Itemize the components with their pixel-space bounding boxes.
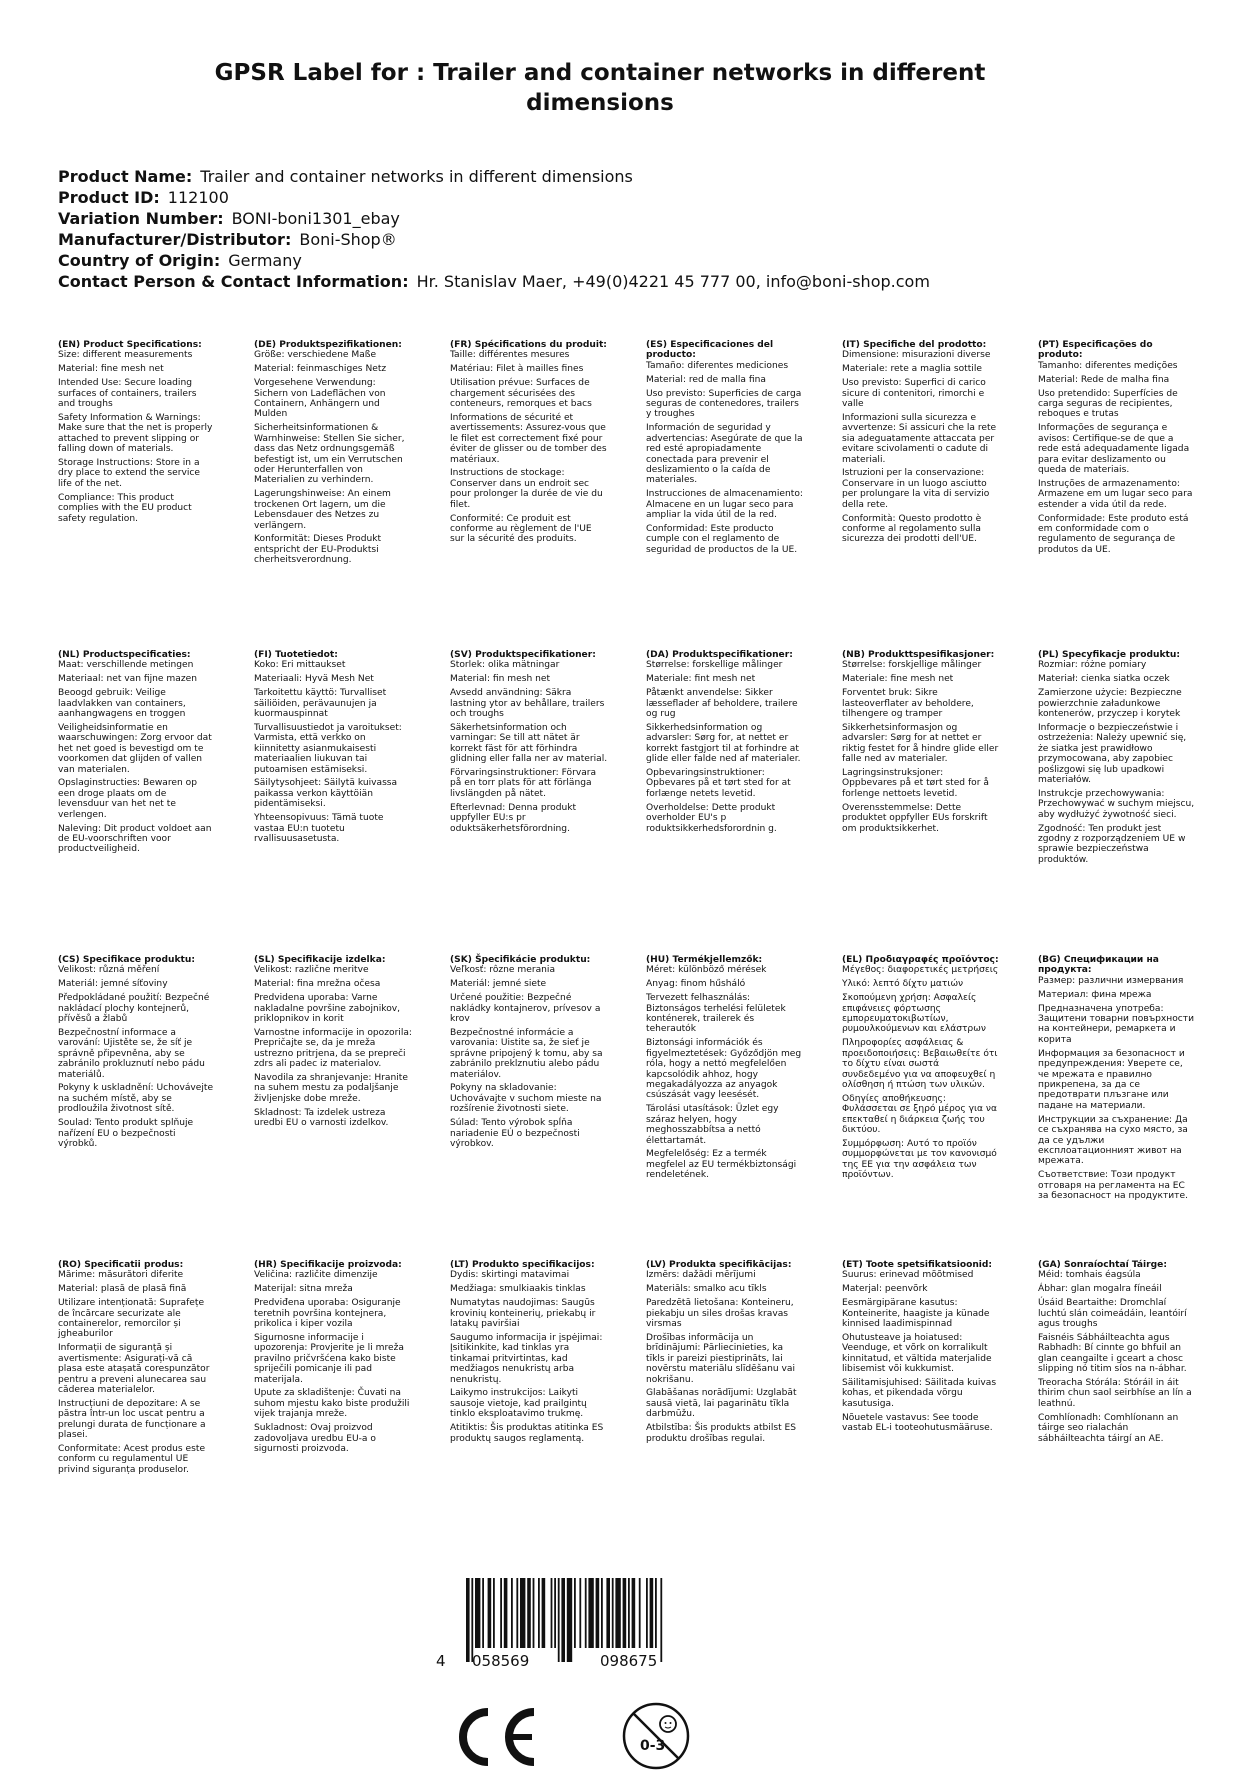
spec-line: Anyag: finom hűsháló: [646, 979, 746, 990]
spec-line: Informations de sécurité et avertissements: Assurez-vous que le filet est correctement fixé pour éviter de glisser ou de tomber des matériaux.: [450, 412, 607, 465]
spec-line: Yhteensopivuus: Tämä tuote vastaa EU:n tuotetu rvallisuusasetusta.: [254, 813, 384, 844]
barcode-bar: [511, 1578, 513, 1648]
spec-line: Veiligheidsinformatie en waarschuwingen: Zorg ervoor dat het net goed is bevestigd om te voorkomen dat glijden of vallen van materialen.: [58, 722, 212, 775]
spec-line: Μέγεθος: διαφορετικές μετρήσεις: [842, 965, 999, 976]
spec-line: Påtænkt anvendelse: Sikker læsseflader af beholdere, trailere og rug: [646, 688, 798, 720]
spec-block: [646, 650, 804, 838]
spec-block: [450, 1260, 608, 1448]
spec-line: Tarkoitettu käyttö: Turvalliset säiliöiden, perävaunujen ja kuormauspinnat: [254, 688, 387, 720]
spec-line: Informacje o bezpieczeństwie i ostrzeżenia: Należy upewnić się, że siatka jest prawidłowo przymocowana, aby zapobiec poślizgowi się lub upadkowi materiałów.: [1038, 722, 1187, 785]
spec-line: Comhlíonadh: Comhlíonann an táirge seo rialachán sábháilteachta táirgí an AE.: [1038, 1412, 1179, 1444]
spec-line: Pokyny na skladovanie: Uchovávajte v suchom mieste na rozšírenie životnosti siete.: [450, 1083, 602, 1115]
spec-line: Material: plasă de plasă fină: [58, 1284, 187, 1295]
product-id-row: [58, 187, 1198, 208]
spec-block: [58, 955, 216, 1153]
spec-line: Forventet bruk: Sikre lasteoverflater av beholdere, tilhengere og tramper: [842, 688, 974, 720]
spec-block: [646, 1260, 804, 1448]
barcode-bar: [632, 1578, 636, 1648]
spec-line: Material: fine mesh net: [58, 364, 164, 375]
spec-line: Instruções de armazenamento: Armazene em um lugar seco para estender a vida útil da rede.: [1038, 478, 1193, 510]
spec-heading: (FR) Spécifications du produit:: [450, 340, 607, 350]
spec-line: Předpokládané použití: Bezpečné nakládací plochy kontejnerů, přívěsů a žlabů: [58, 993, 210, 1025]
barcode-bar: [628, 1578, 630, 1648]
info-value: Trailer and container networks in different dimensions: [200, 167, 633, 186]
info-label: Contact Person & Contact Information:: [58, 272, 409, 291]
spec-line: Material: Rede de malha fina: [1038, 374, 1170, 385]
spec-line: Paredzētā lietošana: Konteineru, piekabju un siles drošas kravas virsmas: [646, 1298, 794, 1330]
spec-line: Säilytysohjeet: Säilytä kuivassa paikassa verkon käyttöiän pidentämiseksi.: [254, 778, 398, 810]
spec-heading: (SL) Specifikacije izdelka:: [254, 955, 386, 965]
product-info: [58, 166, 1198, 292]
spec-heading: (SK) Špecifikácie produktu:: [450, 955, 591, 965]
spec-block: [254, 1260, 412, 1458]
barcode-bar: [596, 1578, 600, 1648]
barcode-bar: [655, 1578, 657, 1648]
barcode-digit-lead: 4: [436, 1652, 446, 1670]
spec-line: Tárolási utasítások: Üzlet egy száraz helyen, hogy meghosszabbítsa a nettó élettartamát.: [646, 1104, 779, 1146]
spec-block: [254, 340, 412, 569]
spec-line: Opbevaringsinstruktioner: Opbevares på et tørt sted for at forlænge netets levetid.: [646, 768, 791, 799]
spec-line: Συμμόρφωση: Αυτό το προϊόν συμμορφώνεται με τον κανονισμό της ΕΕ για την ασφάλεια των προϊόντων.: [842, 1139, 997, 1181]
spec-line: Storlek: olika mätningar: [450, 660, 560, 671]
barcode-bar: [606, 1578, 610, 1648]
spec-heading: (EL) Προδιαγραφές προϊόντος:: [842, 955, 999, 965]
spec-line: Lagringsinstruksjoner: Oppbevares på et tørt sted for å forlenge nettoets levetid.: [842, 768, 989, 799]
spec-heading: (EN) Product Specifications:: [58, 340, 202, 350]
spec-line: Naleving: Dit product voldoet aan de EU-voorschriften voor productveiligheid.: [58, 823, 212, 855]
spec-line: Conformité: Ce produit est conforme au règlement de l'UE sur la sécurité des produits.: [450, 513, 592, 545]
spec-line: Materiał: cienka siatka oczek: [1038, 674, 1170, 685]
info-label: Country of Origin:: [58, 251, 221, 270]
spec-line: Konformität: Dieses Produkt entspricht der EU-Produktsi cherheitsverordnung.: [254, 534, 382, 566]
spec-block: [646, 340, 804, 559]
spec-line: Tamanho: diferentes medições: [1038, 360, 1178, 371]
spec-line: Инструкции за съхранение: Да се съхранява на сухо място, за да се удължи експлоатационният живот на мрежата.: [1038, 1114, 1188, 1167]
spec-line: Utilisation prévue: Surfaces de chargement sécurisées des conteneurs, remorques et bacs: [450, 378, 592, 410]
spec-line: Pokyny k uskladnění: Uchovávejte na suchém místě, aby se prodloužila životnost sítě.: [58, 1083, 214, 1115]
info-label: Product Name:: [58, 167, 193, 186]
spec-line: Efterlevnad: Denna produkt uppfyller EU:s pr oduktsäkerhetsförordning.: [450, 802, 577, 834]
spec-line: Koko: Eri mittaukset: [254, 660, 346, 671]
spec-line: Sukladnost: Ovaj proizvod zadovoljava uredbu EU-a o sigurnosti proizvoda.: [254, 1423, 376, 1454]
barcode-bar: [585, 1578, 587, 1648]
manufacturer-row: [58, 229, 1198, 250]
spec-line: Информация за безопасност и предупреждения: Уверете се, че мрежата е правилно прикрепена, за да се предотврати плъзгане или падане на материали.: [1038, 1048, 1185, 1111]
spec-line: Istruzioni per la conservazione: Conservare in un luogo asciutto per prolungare la vita di servizio della rete.: [842, 468, 990, 510]
spec-line: Instrukcje przechowywania: Przechowywać w suchym miejscu, aby wydłużyć żywotność sieci.: [1038, 788, 1195, 820]
spec-line: Materiál: jemné síťoviny: [58, 979, 168, 990]
spec-block: [1038, 340, 1196, 559]
spec-heading: (HU) Termékjellemzők:: [646, 955, 763, 965]
spec-heading: (ET) Toote spetsifikatsioonid:: [842, 1260, 993, 1270]
barcode-bar: [542, 1578, 546, 1648]
spec-line: Størrelse: forskellige målinger: [646, 660, 783, 671]
spec-line: Suurus: erinevad mõõtmised: [842, 1270, 974, 1281]
spec-heading: (PT) Especificações do produto:: [1038, 340, 1153, 361]
spec-line: Nõuetele vastavus: See toode vastab EL-i tooteohutusmääruse.: [842, 1412, 993, 1434]
barcode-bar: [504, 1578, 508, 1648]
spec-line: Safety Information & Warnings: Make sure that the net is properly attached to prevent slipping or falling down of materials.: [58, 412, 213, 455]
spec-line: Предназначена употреба: Защитени товарни повърхности на контейнери, ремаркета и корита: [1038, 1003, 1194, 1045]
spec-line: Určené použitie: Bezpečné nakládky kontajnerov, prívesov a krov: [450, 993, 601, 1025]
barcode-digits-left: 058569: [472, 1652, 530, 1670]
info-value: 112100: [167, 188, 229, 207]
spec-block: [842, 955, 1000, 1184]
spec-line: Compliance: This product complies with the EU product safety regulation.: [58, 492, 192, 524]
spec-line: Predviđena uporaba: Osiguranje teretnih površina kontejnera, prikolica i kiper vozila: [254, 1298, 401, 1330]
spec-line: Predvidena uporaba: Varne nakladalne površine zabojnikov, priklopnikov in korit: [254, 993, 401, 1025]
spec-line: Conformità: Questo prodotto è conforme al regolamento sulla sicurezza dei prodotti dell'UE.: [842, 513, 982, 545]
spec-line: Velikost: různá měření: [58, 965, 160, 976]
spec-line: Materiaal: net van fijne mazen: [58, 674, 197, 685]
spec-line: Säkerhetsinformation och varningar: Se till att nätet är korrekt fäst för att förhindra glidning eller falla ner av material.: [450, 722, 608, 765]
spec-line: Οδηγίες αποθήκευσης: Φυλάσσεται σε ξηρό μέρος για να επεκταθεί η διάρκεια ζωής του δικτύου.: [842, 1093, 997, 1136]
spec-block: [1038, 650, 1196, 869]
barcode-bar: [475, 1578, 480, 1648]
barcode-bar: [493, 1578, 495, 1648]
spec-line: Conformitate: Acest produs este conform cu regulamentul UE privind siguranța produselor.: [58, 1444, 206, 1475]
spec-line: Säilitamisjuhised: Säilitada kuivas kohas, et pikendada võrgu kasutusiga.: [842, 1378, 997, 1409]
spec-block: [254, 650, 412, 848]
spec-line: Informații de siguranță și avertismente: Asigurați-vă că plasa este atașată corespunzător pentru a preveni alunecarea sau căderea materialelor.: [58, 1343, 210, 1395]
spec-line: Taille: différentes mesures: [450, 350, 570, 361]
spec-heading: (FI) Tuotetiedot:: [254, 650, 338, 660]
spec-line: Conformidad: Este producto cumple con el reglamento de seguridad de productos de la UE.: [646, 524, 798, 555]
spec-block: [646, 955, 804, 1184]
spec-block: [58, 340, 216, 528]
barcode-bar: [520, 1578, 525, 1648]
spec-line: Tamaño: diferentes mediciones: [646, 360, 789, 371]
barcode-bar: [482, 1578, 484, 1648]
spec-heading: (IT) Specifiche del prodotto:: [842, 340, 987, 350]
spec-line: Eesmärgipärane kasutus: Konteinerite, haagiste ja künade kinnised laadimispinnad: [842, 1298, 990, 1330]
spec-line: Tervezett felhasználás: Biztonságos terhelési felületek konténerek, trailerek és teherautók: [646, 993, 786, 1035]
spec-line: Drošības informācija un brīdinājumi: Pārliecinieties, ka tīkls ir pareizi piestiprināts, lai novērstu materiālu slīdēšanu vai nokrišanu.: [646, 1332, 795, 1385]
barcode-bar: [527, 1578, 531, 1648]
spec-line: Rozmiar: różne pomiary: [1038, 660, 1147, 671]
spec-line: Sicherheitsinformationen & Warnhinweise: Stellen Sie sicher, dass das Netz ordnungsgemäß befestigt ist, um ein Verrutschen oder Herunterfallen von Materialien zu verhindern.: [254, 423, 405, 486]
spec-block: [1038, 1260, 1196, 1448]
spec-line: Bezpečnostní informace a varování: Ujistěte se, že síť je správně připevněna, aby se zabránilo prokluznutí nebo pádu materiálů.: [58, 1027, 205, 1080]
spec-heading: (LT) Produkto specifikacijos:: [450, 1260, 595, 1270]
spec-line: Upute za skladištenje: Čuvati na suhom mjestu kako biste produžili vijek trajanja mreže.: [254, 1388, 410, 1420]
spec-line: Izmērs: dažādi mērījumi: [646, 1270, 756, 1281]
spec-line: Sikkerhetsinformasjon og advarsler: Sørg for at nettet er riktig festet for å hindre glide eller falle ned av materialer.: [842, 722, 999, 765]
spec-line: Σκοπούμενη χρήση: Ασφαλείς επιφάνειες φόρτωσης εμπορευματοκιβωτίων, ρυμουλκούμενων και ελάστρων: [842, 993, 986, 1035]
spec-line: Veľkosť: rôzne merania: [450, 965, 556, 976]
spec-line: Atitiktis: Šis produktas atitinka ES produktų saugos reglamentą.: [450, 1423, 604, 1444]
barcode-bar: [601, 1578, 603, 1648]
spec-line: Материал: фина мрежа: [1038, 989, 1152, 1000]
spec-line: Υλικό: λεπτό δίχτυ ματιών: [842, 979, 964, 990]
barcode-bar: [567, 1578, 572, 1662]
spec-block: [58, 1260, 216, 1479]
spec-line: Maat: verschillende metingen: [58, 660, 194, 671]
spec-line: Velikost: različne meritve: [254, 965, 369, 976]
spec-line: Instructions de stockage: Conserver dans un endroit sec pour prolonger la durée de vie du filet.: [450, 468, 603, 510]
spec-line: Zgodność: Ten produkt jest zgodny z rozporządzeniem UE w sprawie bezpieczeństwa produktów.: [1038, 823, 1186, 865]
barcode-bar: [516, 1578, 518, 1648]
spec-line: Medžiaga: smulkiaakis tinklas: [450, 1284, 586, 1295]
spec-line: Instrucțiuni de depozitare: A se păstra într-un loc uscat pentru a prelungi durata de funcționare a plasei.: [58, 1398, 206, 1441]
spec-line: Overensstemmelse: Dette produktet oppfyller EUs forskrift om produktsikkerhet.: [842, 802, 988, 834]
spec-heading: (DA) Produktspecifikationer:: [646, 650, 793, 660]
spec-line: Uso pretendido: Superfícies de carga seguras de recipientes, reboques e trutas: [1038, 388, 1178, 420]
spec-block: [842, 1260, 1000, 1437]
spec-line: Materijal: sitna mreža: [254, 1284, 353, 1295]
info-value: Boni-Shop®: [299, 230, 397, 249]
spec-line: Dimensione: misurazioni diverse: [842, 350, 991, 361]
spec-heading: (HR) Specifikacije proizvoda:: [254, 1260, 402, 1270]
barcode-bar: [551, 1578, 553, 1648]
spec-line: Glabāšanas norādījumi: Uzglabāt sausā vietā, lai pagarinātu tīkla darbmūžu.: [646, 1388, 797, 1420]
spec-line: Informações de segurança e avisos: Certifique-se de que a rede está adequadamente ligada para evitar deslizamento ou queda de materiais.: [1038, 423, 1190, 475]
spec-line: Matériau: Filet à mailles fines: [450, 364, 584, 375]
spec-line: Veličina: različite dimenzije: [254, 1270, 378, 1281]
spec-line: Conformidade: Este produto está em conformidade com o regulamento de segurança de produtos da UE.: [1038, 513, 1189, 555]
contact-row: [58, 271, 1198, 292]
spec-line: Opslaginstructies: Bewaren op een droge plaats om de levensduur van het net te verlengen.: [58, 778, 197, 820]
spec-line: Informazioni sulla sicurezza e avvertenze: Si assicuri che la rete sia adeguatamente attaccata per evitare scivolamenti o cadute di materiali.: [842, 412, 997, 465]
spec-line: Materjal: peenvõrk: [842, 1284, 928, 1295]
spec-heading: (RO) Specificatii produs:: [58, 1260, 184, 1270]
spec-block: [450, 955, 608, 1153]
spec-line: Laikymo instrukcijos: Laikyti sausoje vietoje, kad prailgintų tinklo eksploatavimo trukmę.: [450, 1388, 587, 1420]
barcode-bar: [471, 1578, 473, 1662]
spec-line: Varnostne informacije in opozorila: Prepričajte se, da je mreža ustrezno pritrjena, da se prepreči zdrs ali padec iz materialov.: [254, 1027, 412, 1070]
info-value: BONI-boni1301_ebay: [231, 209, 400, 228]
spec-line: Faisnéis Sábháilteachta agus Rabhadh: Bí cinnte go bhfuil an glan ceangailte i gceart a chosc slipping nó titim síos na n-ábhar.: [1038, 1332, 1187, 1375]
spec-line: Uso previsto: Superficies de carga seguras de contenedores, trailers y troughes: [646, 388, 802, 420]
spec-line: Sigurnosne informacije i upozorenja: Provjerite je li mreža pravilno pričvršćena kako biste spriječili pomicanje ili pad materijala.: [254, 1332, 404, 1385]
spec-line: Intended Use: Secure loading surfaces of containers, trailers and troughs: [58, 378, 197, 410]
spec-line: Materiāls: smalko acu tīkls: [646, 1284, 767, 1295]
spec-line: Súlad: Tento výrobok spĺňa nariadenie EÚ o bezpečnosti výrobkov.: [450, 1118, 580, 1149]
spec-line: Πληροφορίες ασφάλειας & προειδοποιήσεις: Βεβαιωθείτε ότι το δίχτυ είναι σωστά συνδεδεμένο για να αποφευχθεί η ολίσθηση ή πτώση των υλικών.: [842, 1038, 998, 1090]
spec-line: Atbilstība: Šis produkts atbilst ES produktu drošības regulai.: [646, 1423, 797, 1444]
spec-line: Förvaringsinstruktioner: Förvara på en torr plats för att förlänga livslängden på nätet.: [450, 768, 597, 799]
ce-mark-icon: [450, 1706, 540, 1768]
spec-line: Ohutusteave ja hoiatused: Veenduge, et võrk on korralikult kinnitatud, et vältida materjalide libisemist või kukkumist.: [842, 1332, 992, 1375]
spec-line: Megfelelőség: Ez a termék megfelel az EU termékbiztonsági rendeletének.: [646, 1149, 797, 1181]
spec-block: [254, 955, 412, 1132]
spec-block: [58, 650, 216, 858]
spec-line: Overholdelse: Dette produkt overholder EU's p roduktsikkerhedsforordnin g.: [646, 802, 777, 834]
spec-line: Materiale: rete a maglia sottile: [842, 364, 982, 375]
info-value: Germany: [228, 251, 302, 270]
spec-line: Biztonsági információk és figyelmeztetések: Győződjön meg róla, hogy a nettó megfelelően kapcsolódik ahhoz, hogy megakadályozza az anyagok csúszását vagy leesését.: [646, 1038, 802, 1101]
spec-line: Zamierzone użycie: Bezpieczne powierzchnie załadunkowe kontenerów, przyczep i korytek: [1038, 688, 1182, 720]
spec-line: Turvallisuustiedot ja varoitukset: Varmista, että verkko on kiinnitetty asianmukaisesti materiaalien liukuvan tai putoamisen estämiseksi.: [254, 722, 402, 775]
spec-heading: (NB) Produkttspesifikasjoner:: [842, 650, 995, 660]
spec-line: Beoogd gebruik: Veilige laadvlakken van containers, aanhangwagens en troggen: [58, 688, 186, 720]
spec-line: Material: fina mrežna očesa: [254, 979, 381, 990]
spec-line: Treoracha Stórála: Stóráil in áit thirim chun saol seirbhíse an lín a leathnú.: [1038, 1378, 1192, 1409]
spec-heading: (PL) Specyfikacje produktu:: [1038, 650, 1180, 660]
spec-line: Lagerungshinweise: An einem trockenen Ort lagern, um die Lebensdauer des Netzes zu verlängern.: [254, 489, 391, 531]
barcode-digits-right: 098675: [600, 1652, 658, 1670]
spec-block: [842, 340, 1000, 548]
spec-line: Méret: különböző mérések: [646, 965, 767, 976]
spec-line: Utilizare intenționată: Suprafețe de încărcare securizate ale containerelor, remorcilor și jgheaburilor: [58, 1298, 205, 1340]
spec-line: Storage Instructions: Store in a dry place to extend the service life of the net.: [58, 458, 200, 489]
spec-line: Materiál: jemné siete: [450, 979, 547, 990]
spec-line: Mărime: măsurători diferite: [58, 1270, 184, 1281]
spec-line: Vorgesehene Verwendung: Sichern von Ladeflächen von Containern, Anhängern und Mulden: [254, 378, 386, 420]
spec-line: Bezpečnostné informácie a varovania: Uistite sa, že sieť je správne pripojený k tomu, aby sa zabránilo preklznutiu alebo pádu materiálov.: [450, 1027, 603, 1080]
barcode-bar: [612, 1578, 614, 1648]
barcode-bar: [561, 1578, 565, 1662]
spec-line: Størrelse: forskjellige målinger: [842, 660, 982, 671]
spec-line: Úsáid Beartaithe: Dromchlaí luchtú slán coimeádáin, leantóirí agus troughs: [1038, 1298, 1187, 1330]
spec-block: [450, 340, 608, 548]
spec-heading: (ES) Especificaciones del producto:: [646, 340, 774, 361]
spec-line: Material: feinmaschiges Netz: [254, 364, 387, 375]
barcode-bar: [574, 1578, 576, 1648]
age-warning-icon: [620, 1700, 692, 1772]
spec-heading: (BG) Спецификации на продукта:: [1038, 955, 1159, 976]
spec-line: Dydis: skirtingi matavimai: [450, 1270, 570, 1281]
spec-block: [1038, 955, 1196, 1205]
spec-line: Размер: различни измервания: [1038, 975, 1184, 986]
barcode-bar: [558, 1578, 560, 1662]
spec-heading: (SV) Produktspecifikationer:: [450, 650, 596, 660]
info-label: Variation Number:: [58, 209, 224, 228]
variation-number-row: [58, 208, 1198, 229]
barcode-bar: [500, 1578, 502, 1648]
spec-heading: (CS) Specifikace produktu:: [58, 955, 195, 965]
product-name-row: [58, 166, 1198, 187]
barcode-bar: [660, 1578, 662, 1662]
spec-line: Navodila za shranjevanje: Hranite na suhem mestu za podaljšanje življenjske dobe mreže.: [254, 1073, 408, 1104]
spec-line: Ábhar: glan mogalra fíneáil: [1038, 1284, 1162, 1295]
spec-line: Soulad: Tento produkt splňuje nařízení EU o bezpečnosti výrobků.: [58, 1118, 194, 1149]
spec-line: Materiale: fint mesh net: [646, 674, 756, 685]
barcode-bar: [579, 1578, 581, 1648]
barcode-bar: [488, 1578, 492, 1648]
info-label: Manufacturer/Distributor:: [58, 230, 292, 249]
age-warning-label: 0-3: [640, 1738, 666, 1754]
spec-line: Materiaali: Hyvä Mesh Net: [254, 674, 374, 685]
spec-line: Größe: verschiedene Maße: [254, 350, 377, 361]
spec-line: Uso previsto: Superfici di carico sicure di contenitori, rimorchi e valle: [842, 378, 986, 410]
info-value: Hr. Stanislav Maer, +49(0)4221 45 777 00, info@boni-shop.com: [416, 272, 930, 291]
spec-line: Material: fin mesh net: [450, 674, 551, 685]
barcode-bar: [650, 1578, 654, 1648]
spec-line: Méid: tomhais éagsúla: [1038, 1270, 1141, 1281]
spec-line: Size: different measurements: [58, 350, 193, 361]
barcode-bar: [466, 1578, 470, 1662]
spec-line: Skladnost: Ta izdelek ustreza uredbi EU o varnosti izdelkov.: [254, 1107, 389, 1129]
barcode-bar: [588, 1578, 593, 1648]
spec-heading: (LV) Produkta specifikācijas:: [646, 1260, 792, 1270]
barcode-bar: [615, 1578, 620, 1648]
spec-line: Instrucciones de almacenamiento: Almacene en un lugar seco para ampliar la vida útil de la red.: [646, 489, 803, 521]
spec-heading: (DE) Produktspezifikationen:: [254, 340, 402, 350]
spec-heading: (NL) Productspecificaties:: [58, 650, 191, 660]
info-label: Product ID:: [58, 188, 160, 207]
country-row: [58, 250, 1198, 271]
barcode-bar: [554, 1578, 556, 1648]
spec-line: Avsedd användning: Säkra lastning ytor av behållare, trailers och troughs: [450, 688, 605, 720]
spec-block: [450, 650, 608, 838]
barcode-bar: [533, 1578, 535, 1648]
barcode-bar: [646, 1578, 648, 1648]
spec-block: [842, 650, 1000, 838]
spec-line: Sikkerhedsinformation og advarsler: Sørg for, at nettet er korrekt fastgjort til at forhindre at glide eller falde ned af materialer.: [646, 722, 801, 765]
barcode-bar: [623, 1578, 627, 1648]
spec-heading: (GA) Sonraíochtaí Táirge:: [1038, 1260, 1167, 1270]
barcode-bar: [538, 1578, 540, 1648]
spec-line: Numatytas naudojimas: Saugūs krovinių konteinerių, priekabų ir latakų paviršiai: [450, 1298, 596, 1330]
spec-line: Información de seguridad y advertencias: Asegúrate de que la red esté apropiadamente conectada para prevenir el deslizamiento o la caída de materiales.: [646, 423, 803, 486]
spec-line: Съответствие: Този продукт отговаря на регламента на ЕС за безопасност на продуктите.: [1038, 1170, 1188, 1202]
page-title: GPSR Label for : Trailer and container networks in different dimensions: [214, 60, 986, 116]
spec-line: Saugumo informacija ir įspėjimai: Įsitikinkite, kad tinklas yra tinkamai pritvirtintas, kad medžiagos nenukristų arba nenukristų.: [450, 1332, 603, 1385]
spec-line: Material: red de malla fina: [646, 374, 766, 385]
spec-line: Materiale: fine mesh net: [842, 674, 954, 685]
barcode-bar: [639, 1578, 641, 1648]
